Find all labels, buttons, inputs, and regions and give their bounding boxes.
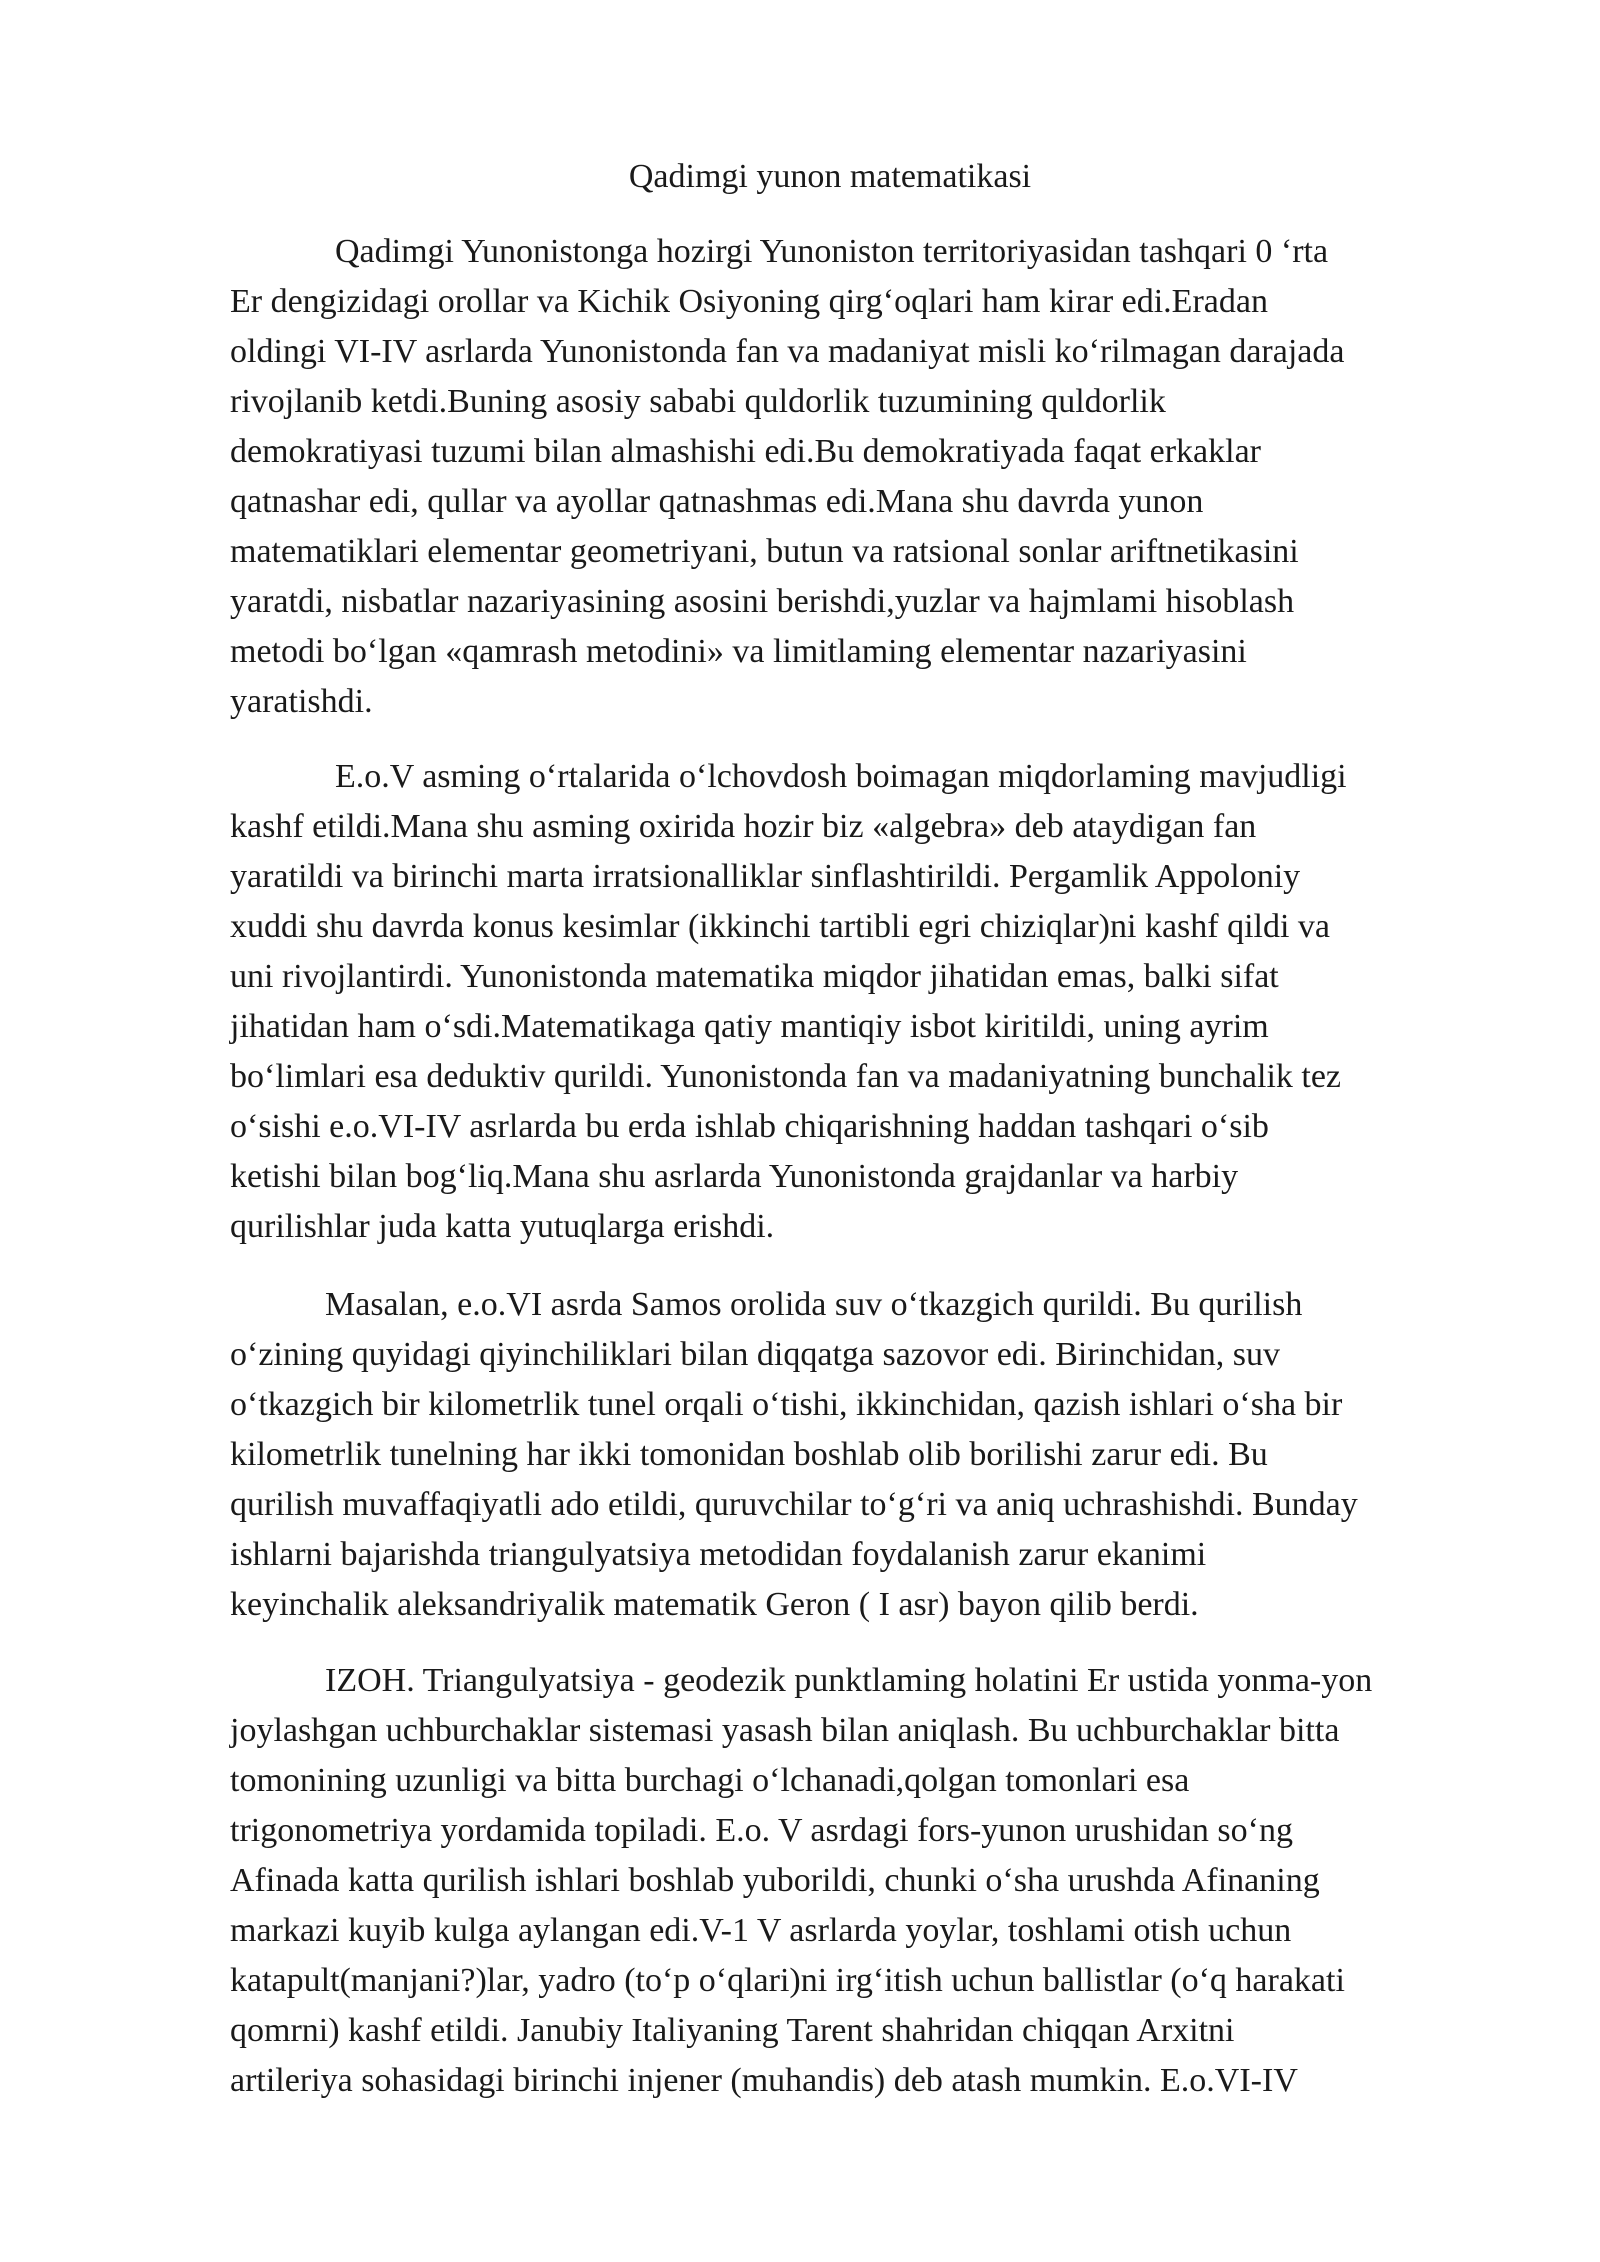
text-line: qatnashar edi, qullar va ayollar qatnashmas edi.Mana shu davrda yunon (230, 483, 1204, 520)
text-line: bo‘limlari esa deduktiv qurildi. Yunonistonda fan va madaniyatning bunchalik tez (230, 1058, 1342, 1095)
text-line: ketishi bilan bog‘liq.Mana shu asrlarda Yunonistonda grajdanlar va harbiy (230, 1158, 1239, 1195)
text-line: markazi kuyib kulga aylangan edi.V-1 V asrlarda yoylar, toshlami otish uchun (230, 1912, 1292, 1949)
text-line: keyinchalik aleksandriyalik matematik Geron ( I asr) bayon qilib berdi. (230, 1586, 1199, 1623)
text-line: Qadimgi Yunonistonga hozirgi Yunoniston territoriyasidan tashqari 0 ‘rta (335, 233, 1329, 270)
paragraph-3 (230, 1280, 1490, 1630)
text-line: o‘tkazgich bir kilometrlik tunel orqali o‘tishi, ikkinchidan, qazish ishlari o‘sha bir (230, 1386, 1343, 1423)
text-line: jihatidan ham o‘sdi.Matematikaga qatiy mantiqiy isbot kiritildi, uning ayrim (230, 1008, 1269, 1045)
text-line: qurilishlar juda katta yutuqlarga erishdi. (230, 1208, 775, 1245)
text-line: yaratildi va birinchi marta irratsionalliklar sinflashtirildi. Pergamlik Appoloniy (230, 858, 1301, 895)
text-line: tomonining uzunligi va bitta burchagi o‘lchanadi,qolgan tomonlari esa (230, 1762, 1190, 1799)
text-line: katapult(manjani?)lar, yadro (to‘p o‘qlari)ni irg‘itish uchun ballistlar (o‘q harakati (230, 1962, 1345, 1999)
text-line: IZOH. Triangulyatsiya - geodezik punktlaming holatini Er ustida yonma-yon (325, 1662, 1373, 1699)
text-line: o‘sishi e.o.VI-IV asrlarda bu erda ishlab chiqarishning haddan tashqari o‘sib (230, 1108, 1269, 1145)
text-line: yaratishdi. (230, 683, 373, 720)
text-line: qomrni) kashf etildi. Janubiy Italiyaning Tarent shahridan chiqqan Arxitni (230, 2012, 1235, 2049)
text-line: demokratiyasi tuzumi bilan almashishi edi.Bu demokratiyada faqat erkaklar (230, 433, 1262, 470)
text-line: o‘zining quyidagi qiyinchiliklari bilan diqqatga sazovor edi. Birinchidan, suv (230, 1336, 1280, 1373)
text-line: xuddi shu davrda konus kesimlar (ikkinchi tartibli egri chiziqlar)ni kashf qildi va (230, 908, 1331, 945)
text-line: rivojlanib ketdi.Buning asosiy sababi quldorlik tuzumining quldorlik (230, 383, 1166, 420)
text-line: qurilish muvaffaqiyatli ado etildi, quruvchilar to‘g‘ri va aniq uchrashishdi. Bunday (230, 1486, 1358, 1523)
text-line: matematiklari elementar geometriyani, butun va ratsional sonlar ariftnetikasini (230, 533, 1299, 570)
text-line: yaratdi, nisbatlar nazariyasining asosini berishdi,yuzlar va hajmlami hisoblash (230, 583, 1295, 620)
text-line: artileriya sohasidagi birinchi injener (muhandis) deb atash mumkin. E.o.VI-IV (230, 2062, 1298, 2099)
text-line: Masalan, e.o.VI asrda Samos orolida suv o‘tkazgich qurildi. Bu qurilish (325, 1286, 1303, 1323)
page-title: Qadimgi yunon matematikasi (628, 158, 1032, 195)
text-line: ishlarni bajarishda triangulyatsiya metodidan foydalanish zarur ekanimi (230, 1536, 1207, 1573)
text-line: E.o.V asming o‘rtalarida o‘lchovdosh boimagan miqdorlaming mavjudligi (335, 758, 1347, 795)
paragraph-2 (230, 752, 1490, 1252)
text-line: metodi bo‘lgan «qamrash metodini» va limitlaming elementar nazariyasini (230, 633, 1247, 670)
text-line: Er dengizidagi orollar va Kichik Osiyoning qirg‘oqlari ham kirar edi.Eradan (230, 283, 1268, 320)
text-line: joylashgan uchburchaklar sistemasi yasash bilan aniqlash. Bu uchburchaklar bitta (230, 1712, 1340, 1749)
text-line: oldingi VI-IV asrlarda Yunonistonda fan va madaniyat misli ko‘rilmagan darajada (230, 333, 1345, 370)
paragraph-4 (230, 1656, 1490, 2106)
text-line: uni rivojlantirdi. Yunonistonda matematika miqdor jihatidan emas, balki sifat (230, 958, 1279, 995)
paragraph-1 (230, 227, 1490, 727)
text-line: trigonometriya yordamida topiladi. E.o. V asrdagi fors-yunon urushidan so‘ng (230, 1812, 1293, 1849)
text-line: kashf etildi.Mana shu asming oxirida hozir biz «algebra» deb ataydigan fan (230, 808, 1257, 845)
text-line: Afinada katta qurilish ishlari boshlab yuborildi, chunki o‘sha urushda Afinaning (230, 1862, 1320, 1899)
text-line: kilometrlik tunelning har ikki tomonidan boshlab olib borilishi zarur edi. Bu (230, 1436, 1268, 1473)
